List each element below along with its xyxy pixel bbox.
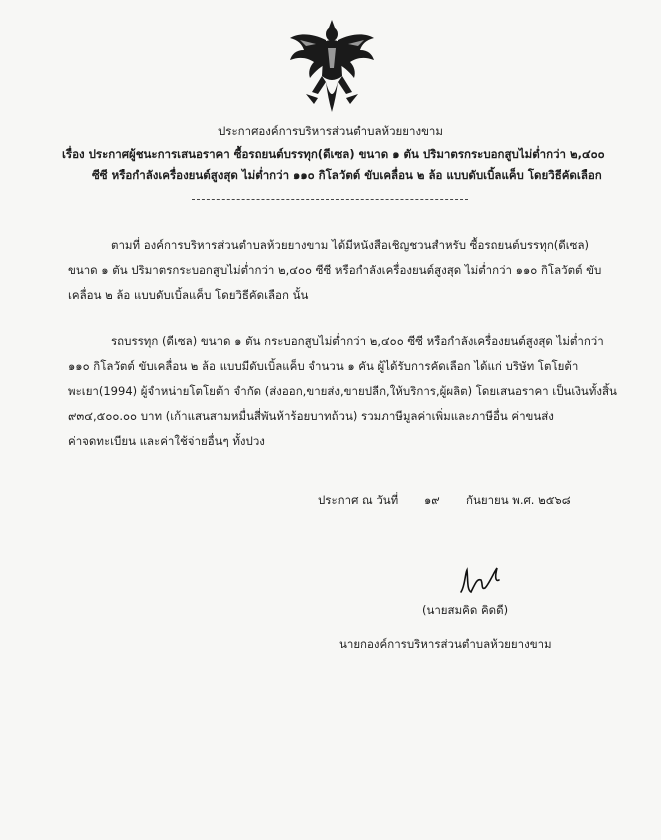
subject-line-2: ซีซี หรือกำลังเครื่องยนต์สูงสุด ไม่ต่ำกว่า ๑๑๐ กิโลวัตต์ ขับเคลื่อน ๒ ล้อ แบบดับเบิ้ลแค็บ โดยวิธีคัดเลือก: [92, 168, 602, 182]
date-month-year: กันยายน พ.ศ. ๒๕๖๘: [466, 493, 571, 507]
paragraph2-line-5: ค่าจดทะเบียน และค่าใช้จ่ายอื่นๆ ทั้งปวง: [68, 434, 265, 448]
paragraph2-line-2: ๑๑๐ กิโลวัตต์ ขับเคลื่อน ๒ ล้อ แบบมีดับเบิ้ลแค็บ จำนวน ๑ คัน ผู้ได้รับการคัดเลือก ได้แก่ บริษัท โตโยต้า: [68, 359, 579, 373]
signature-icon: [455, 560, 525, 600]
date-day: ๑๙: [424, 493, 440, 507]
signer-name: (นายสมคิด คิดดี): [422, 603, 509, 617]
paragraph2-line-4: ๙๓๔,๕๐๐.๐๐ บาท (เก้าแสนสามหมื่นสี่พันห้าร้อยบาทถ้วน) รวมภาษีมูลค่าเพิ่มและภาษีอื่น ค่าขนส่ง: [68, 409, 554, 423]
header-divider: [192, 199, 468, 200]
paragraph1-line-3: เคลื่อน ๒ ล้อ แบบดับเบิ้ลแค็บ โดยวิธีคัดเลือก นั้น: [68, 288, 309, 302]
paragraph2-line-3: พะเยา(1994) ผู้จำหน่ายโตโยต้า จำกัด (ส่งออก,ขายส่ง,ขายปลีก,ให้บริการ,ผู้ผลิต) โดยเสนอราคา เป็นเงินทั้งสิ้น: [68, 384, 617, 398]
date-prefix: ประกาศ ณ วันที่: [318, 493, 399, 507]
garuda-emblem-icon: [286, 18, 378, 116]
signer-position: นายกองค์การบริหารส่วนตำบลห้วยยางขาม: [339, 637, 552, 651]
paragraph1-line-2: ขนาด ๑ ตัน ปริมาตรกระบอกสูบไม่ต่ำกว่า ๒,๔๐๐ ซีซี หรือกำลังเครื่องยนต์สูงสุด ไม่ต่ำกว่า ๑๑๐ กิโลวัตต์ ขับ: [68, 263, 602, 277]
subject-line-1: เรื่อง ประกาศผู้ชนะการเสนอราคา ซื้อรถยนต์บรรทุก(ดีเซล) ขนาด ๑ ตัน ปริมาตรกระบอกสูบไม่ต่ำกว่า ๒,๔๐๐: [62, 147, 605, 161]
paragraph1-line-1: ตามที่ องค์การบริหารส่วนตำบลห้วยยางขาม ได้มีหนังสือเชิญชวนสำหรับ ซื้อรถยนต์บรรทุก(ดีเซล): [111, 238, 590, 252]
paragraph2-line-1: รถบรรทุก (ดีเซล) ขนาด ๑ ตัน กระบอกสูบไม่ต่ำกว่า ๒,๔๐๐ ซีซี หรือกำลังเครื่องยนต์สูงสุด ไม่ต่ำกว่า: [111, 334, 604, 348]
org-title: ประกาศองค์การบริหารส่วนตำบลห้วยยางขาม: [218, 124, 443, 138]
